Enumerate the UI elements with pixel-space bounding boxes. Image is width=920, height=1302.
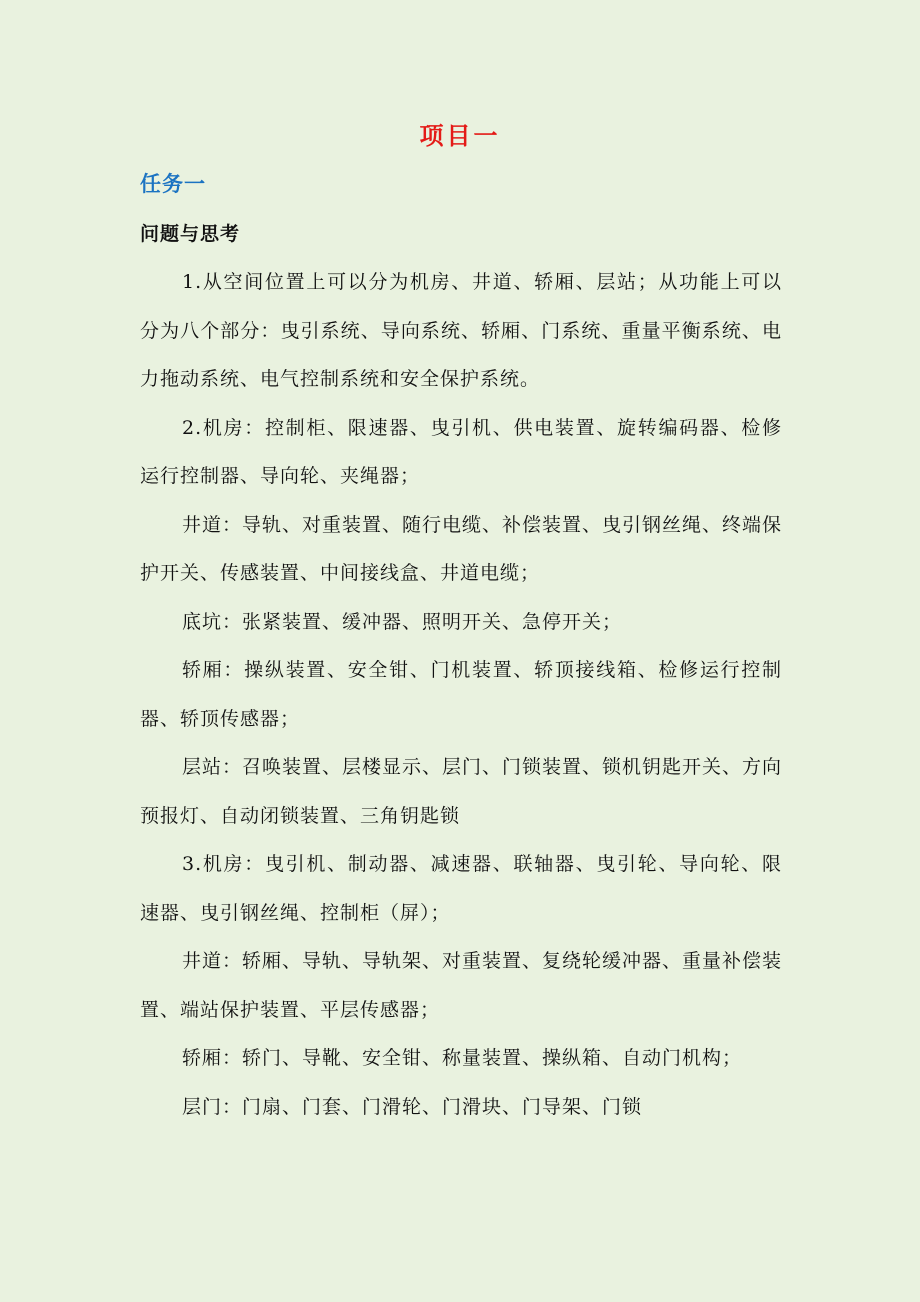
paragraph-8: 井道：轿厢、导轨、导轨架、对重装置、复绕轮缓冲器、重量补偿装置、端站保护装置、平层传感器；: [140, 950, 783, 1021]
project-title: 项目一: [419, 121, 501, 150]
task-heading: 任务一: [140, 171, 206, 196]
paragraph-5: 轿厢：操纵装置、安全钳、门机装置、轿顶接线箱、检修运行控制器、轿顶传感器；: [140, 659, 782, 730]
paragraph-10: 层门：门扇、门套、门滑轮、门滑块、门导架、门锁: [182, 1095, 643, 1118]
paragraph-1: 1.从空间位置上可以分为机房、井道、轿厢、层站；从功能上可以分为八个部分：曳引系统、导向系统、轿厢、门系统、重量平衡系统、电力拖动系统、电气控制系统和安全保护系统。: [140, 271, 782, 390]
paragraph-6: 层站：召唤装置、层楼显示、层门、门锁装置、锁机钥匙开关、方向预报灯、自动闭锁装置、三角钥匙锁: [140, 756, 783, 827]
paragraph-9: 轿厢：轿门、导靴、安全钳、称量装置、操纵箱、自动门机构；: [182, 1047, 743, 1069]
answer-body: [140, 258, 782, 1131]
paragraph-3: 井道：导轨、对重装置、随行电缆、补偿装置、曳引钢丝绳、终端保护开关、传感装置、中间接线盒、井道电缆；: [140, 513, 783, 584]
paragraph-4: 底坑：张紧装置、缓冲器、照明开关、急停开关；: [182, 610, 623, 633]
paragraph-2: 2.机房：控制柜、限速器、曳引机、供电装置、旋转编码器、检修运行控制器、导向轮、夹绳器；: [140, 416, 782, 487]
paragraph-7: 3.机房：曳引机、制动器、减速器、联轴器、曳引轮、导向轮、限速器、曳引钢丝绳、控制柜（屏）；: [140, 853, 782, 924]
section-heading: 问题与思考: [140, 223, 241, 245]
